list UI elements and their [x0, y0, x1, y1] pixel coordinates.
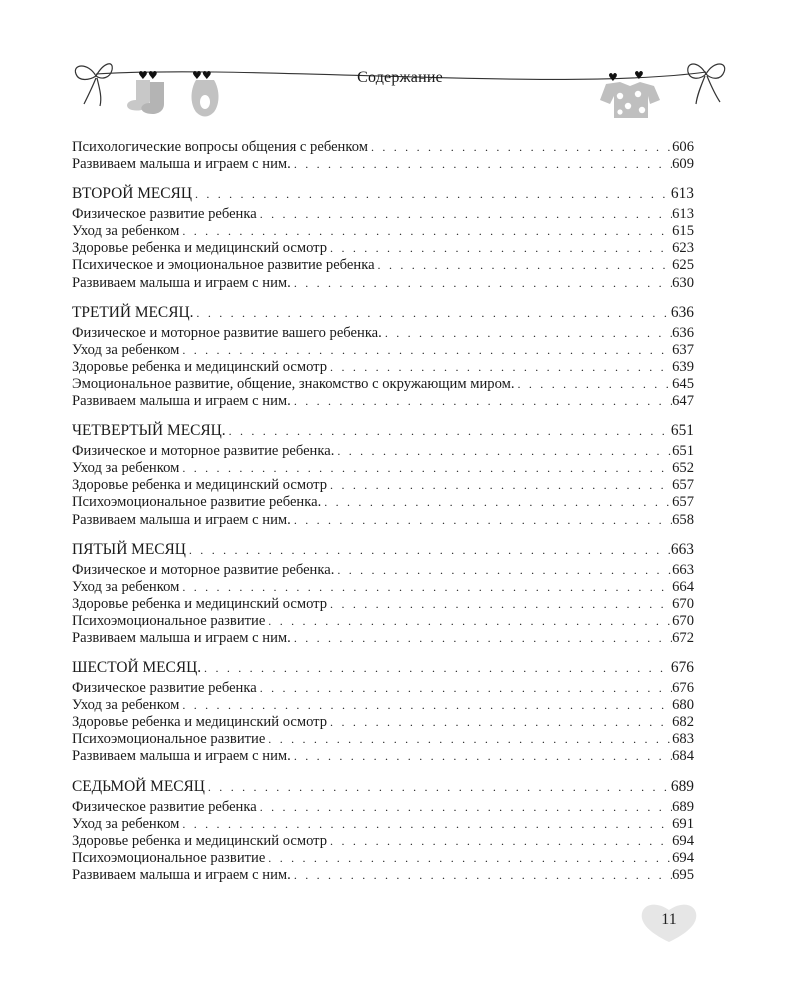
- dot-leader: [327, 359, 672, 376]
- table-of-contents: [72, 139, 694, 884]
- toc-entry-title: Психоэмоциональное развитие: [72, 849, 266, 866]
- toc-page-number: 689: [672, 798, 694, 815]
- toc-entry: [72, 156, 694, 173]
- toc-page-number: 645: [672, 375, 694, 392]
- toc-entry-title: Развиваем малыша и играем с ним.: [72, 393, 291, 410]
- toc-section-heading: [72, 421, 694, 441]
- svg-text:♥♥: ♥♥: [138, 69, 158, 82]
- toc-page-number: 658: [672, 511, 694, 528]
- toc-entry-title: ШЕСТОЙ МЕСЯЦ.: [72, 659, 202, 677]
- toc-entry: [72, 850, 694, 867]
- toc-entry-title: Физическое развитие ребенка: [72, 798, 257, 815]
- toc-page-number: 663: [670, 540, 694, 558]
- toc-entry: [72, 139, 694, 156]
- dot-leader: [257, 799, 672, 816]
- toc-page-number: 676: [670, 659, 694, 677]
- dot-leader: [265, 613, 672, 630]
- page-header: [0, 0, 800, 130]
- svg-text:♥♥: ♥♥: [192, 69, 212, 82]
- toc-page-number: 609: [672, 156, 694, 173]
- toc-entry-title: Уход за ребенком: [72, 460, 180, 477]
- svg-text:♥: ♥: [634, 69, 644, 82]
- toc-entry-title: ЧЕТВЕРТЫЙ МЕСЯЦ.: [72, 422, 226, 440]
- toc-entry: [72, 325, 694, 342]
- toc-entry-title: Психологические вопросы общения с ребенком: [72, 139, 368, 155]
- toc-entry: [72, 206, 694, 223]
- dot-leader: [334, 562, 672, 579]
- toc-entry-title: Эмоциональное развитие, общение, знакомство с окружающим миром.: [72, 375, 515, 392]
- toc-page-number: 637: [672, 341, 694, 358]
- page-title: Содержание: [357, 69, 443, 86]
- toc-entry-title: Развиваем малыша и играем с ним.: [72, 511, 291, 528]
- toc-entry: [72, 833, 694, 850]
- dot-leader: [327, 833, 672, 850]
- toc-entry-title: Уход за ребенком: [72, 341, 180, 358]
- dot-leader: [179, 342, 672, 359]
- toc-entry-title: Физическое и моторное развитие вашего ребенка.: [72, 324, 382, 341]
- toc-page-number: 639: [672, 358, 694, 375]
- toc-entry: [72, 562, 694, 579]
- toc-page-number: 651: [670, 422, 694, 440]
- toc-page-number: 684: [672, 748, 694, 765]
- toc-entry-title: Психоэмоциональное развитие: [72, 731, 266, 748]
- toc-page-number: 651: [672, 443, 694, 460]
- toc-entry: [72, 240, 694, 257]
- toc-page-number: 663: [672, 561, 694, 578]
- dot-leader: [257, 206, 672, 223]
- toc-page-number: 695: [672, 866, 694, 883]
- toc-entry-title: Здоровье ребенка и медицинский осмотр: [72, 358, 328, 375]
- dot-leader: [205, 777, 671, 797]
- toc-entry: [72, 680, 694, 697]
- toc-entry-title: СЕДЬМОЙ МЕСЯЦ: [72, 777, 205, 795]
- toc-entry-title: Здоровье ребенка и медицинский осмотр: [72, 832, 328, 849]
- toc-page-number: 683: [672, 731, 694, 748]
- dot-leader: [515, 376, 673, 393]
- toc-page-number: 615: [672, 223, 694, 240]
- dot-leader: [368, 139, 672, 156]
- toc-page-number: 670: [672, 612, 694, 629]
- toc-page-number: 636: [672, 324, 694, 341]
- dot-leader: [193, 303, 670, 323]
- toc-page-number: 694: [672, 849, 694, 866]
- toc-entry: [72, 223, 694, 240]
- dot-leader: [291, 867, 672, 884]
- toc-entry: [72, 697, 694, 714]
- dot-leader: [291, 156, 672, 173]
- toc-entry: [72, 342, 694, 359]
- dot-leader: [265, 850, 672, 867]
- dot-leader: [179, 223, 672, 240]
- toc-entry-title: Здоровье ребенка и медицинский осмотр: [72, 240, 328, 257]
- toc-entry-title: Развиваем малыша и играем с ним.: [72, 866, 291, 883]
- toc-entry: [72, 714, 694, 731]
- toc-page-number: 623: [672, 240, 694, 257]
- toc-entry: [72, 731, 694, 748]
- toc-section-heading: [72, 658, 694, 678]
- toc-entry: [72, 275, 694, 292]
- toc-page-number: 613: [672, 206, 694, 223]
- svg-text:♥: ♥: [608, 71, 618, 84]
- toc-entry-title: Психоэмоциональное развитие ребенка.: [72, 494, 322, 511]
- dot-leader: [201, 658, 671, 678]
- toc-section-heading: [72, 777, 694, 797]
- dot-leader: [382, 325, 672, 342]
- toc-entry-title: Уход за ребенком: [72, 815, 180, 832]
- toc-entry-title: Физическое развитие ребенка: [72, 206, 257, 223]
- toc-section-heading: [72, 540, 694, 560]
- toc-entry: [72, 579, 694, 596]
- dot-leader: [291, 630, 672, 647]
- toc-page-number: 682: [672, 714, 694, 731]
- toc-entry: [72, 477, 694, 494]
- page-number: 11: [661, 911, 677, 928]
- toc-entry: [72, 630, 694, 647]
- toc-entry: [72, 494, 694, 511]
- clothesline-decoration: [0, 0, 800, 130]
- toc-page-number: 647: [672, 393, 694, 410]
- toc-page-number: 670: [672, 595, 694, 612]
- dot-leader: [265, 731, 672, 748]
- dot-leader: [327, 477, 672, 494]
- toc-entry-title: Развиваем малыша и играем с ним.: [72, 156, 291, 173]
- toc-entry-title: Уход за ребенком: [72, 578, 180, 595]
- toc-entry-title: ПЯТЫЙ МЕСЯЦ: [72, 540, 186, 558]
- page-number-badge: [640, 902, 698, 944]
- toc-entry-title: Здоровье ребенка и медицинский осмотр: [72, 595, 328, 612]
- toc-entry-title: Психоэмоциональное развитие: [72, 612, 266, 629]
- toc-page-number: 680: [672, 697, 694, 714]
- toc-entry: [72, 799, 694, 816]
- dot-leader: [291, 748, 672, 765]
- toc-entry-title: Уход за ребенком: [72, 697, 180, 714]
- toc-page-number: 689: [670, 777, 694, 795]
- toc-page-number: 664: [672, 578, 694, 595]
- toc-entry-title: Развиваем малыша и играем с ним.: [72, 748, 291, 765]
- dot-leader: [179, 697, 672, 714]
- toc-entry: [72, 512, 694, 529]
- dot-leader: [327, 714, 672, 731]
- toc-entry: [72, 460, 694, 477]
- toc-entry: [72, 376, 694, 393]
- toc-page-number: 613: [670, 185, 694, 203]
- dot-leader: [179, 460, 672, 477]
- toc-page-number: 694: [672, 832, 694, 849]
- toc-entry: [72, 257, 694, 274]
- dot-leader: [226, 421, 671, 441]
- toc-page-number: 625: [672, 257, 694, 274]
- toc-page-number: 657: [672, 494, 694, 511]
- toc-section-heading: [72, 184, 694, 204]
- toc-entry: [72, 613, 694, 630]
- toc-entry-title: Здоровье ребенка и медицинский осмотр: [72, 477, 328, 494]
- toc-entry-title: ТРЕТИЙ МЕСЯЦ.: [72, 303, 194, 321]
- toc-page-number: 630: [672, 274, 694, 291]
- dot-leader: [327, 596, 672, 613]
- toc-entry: [72, 443, 694, 460]
- dot-leader: [375, 257, 673, 274]
- toc-entry-title: Уход за ребенком: [72, 223, 180, 240]
- toc-entry-title: Здоровье ребенка и медицинский осмотр: [72, 714, 328, 731]
- dot-leader: [179, 816, 672, 833]
- dot-leader: [334, 443, 672, 460]
- dot-leader: [291, 512, 672, 529]
- toc-entry-title: Физическое и моторное развитие ребенка.: [72, 561, 335, 578]
- dot-leader: [327, 240, 672, 257]
- toc-entry-title: Физическое и моторное развитие ребенка.: [72, 443, 335, 460]
- dot-leader: [321, 494, 672, 511]
- toc-entry-title: Развиваем малыша и играем с ним.: [72, 274, 291, 291]
- toc-page-number: 672: [672, 629, 694, 646]
- dot-leader: [291, 275, 672, 292]
- toc-entry: [72, 359, 694, 376]
- toc-page-number: 652: [672, 460, 694, 477]
- toc-entry-title: Развиваем малыша и играем с ним.: [72, 629, 291, 646]
- toc-page-number: 606: [672, 139, 694, 155]
- dot-leader: [192, 184, 671, 204]
- dot-leader: [257, 680, 672, 697]
- toc-entry-title: Психическое и эмоциональное развитие ребенка: [72, 257, 375, 274]
- dot-leader: [179, 579, 672, 596]
- toc-entry-title: Физическое развитие ребенка: [72, 680, 257, 697]
- toc-entry-title: ВТОРОЙ МЕСЯЦ: [72, 185, 192, 203]
- dot-leader: [186, 540, 671, 560]
- toc-entry: [72, 596, 694, 613]
- toc-page-number: 636: [670, 303, 694, 321]
- toc-section-heading: [72, 303, 694, 323]
- toc-entry: [72, 748, 694, 765]
- toc-page-number: 657: [672, 477, 694, 494]
- toc-page-number: 691: [672, 815, 694, 832]
- toc-entry: [72, 816, 694, 833]
- toc-entry: [72, 393, 694, 410]
- toc-entry: [72, 867, 694, 884]
- toc-page-number: 676: [672, 680, 694, 697]
- dot-leader: [291, 393, 672, 410]
